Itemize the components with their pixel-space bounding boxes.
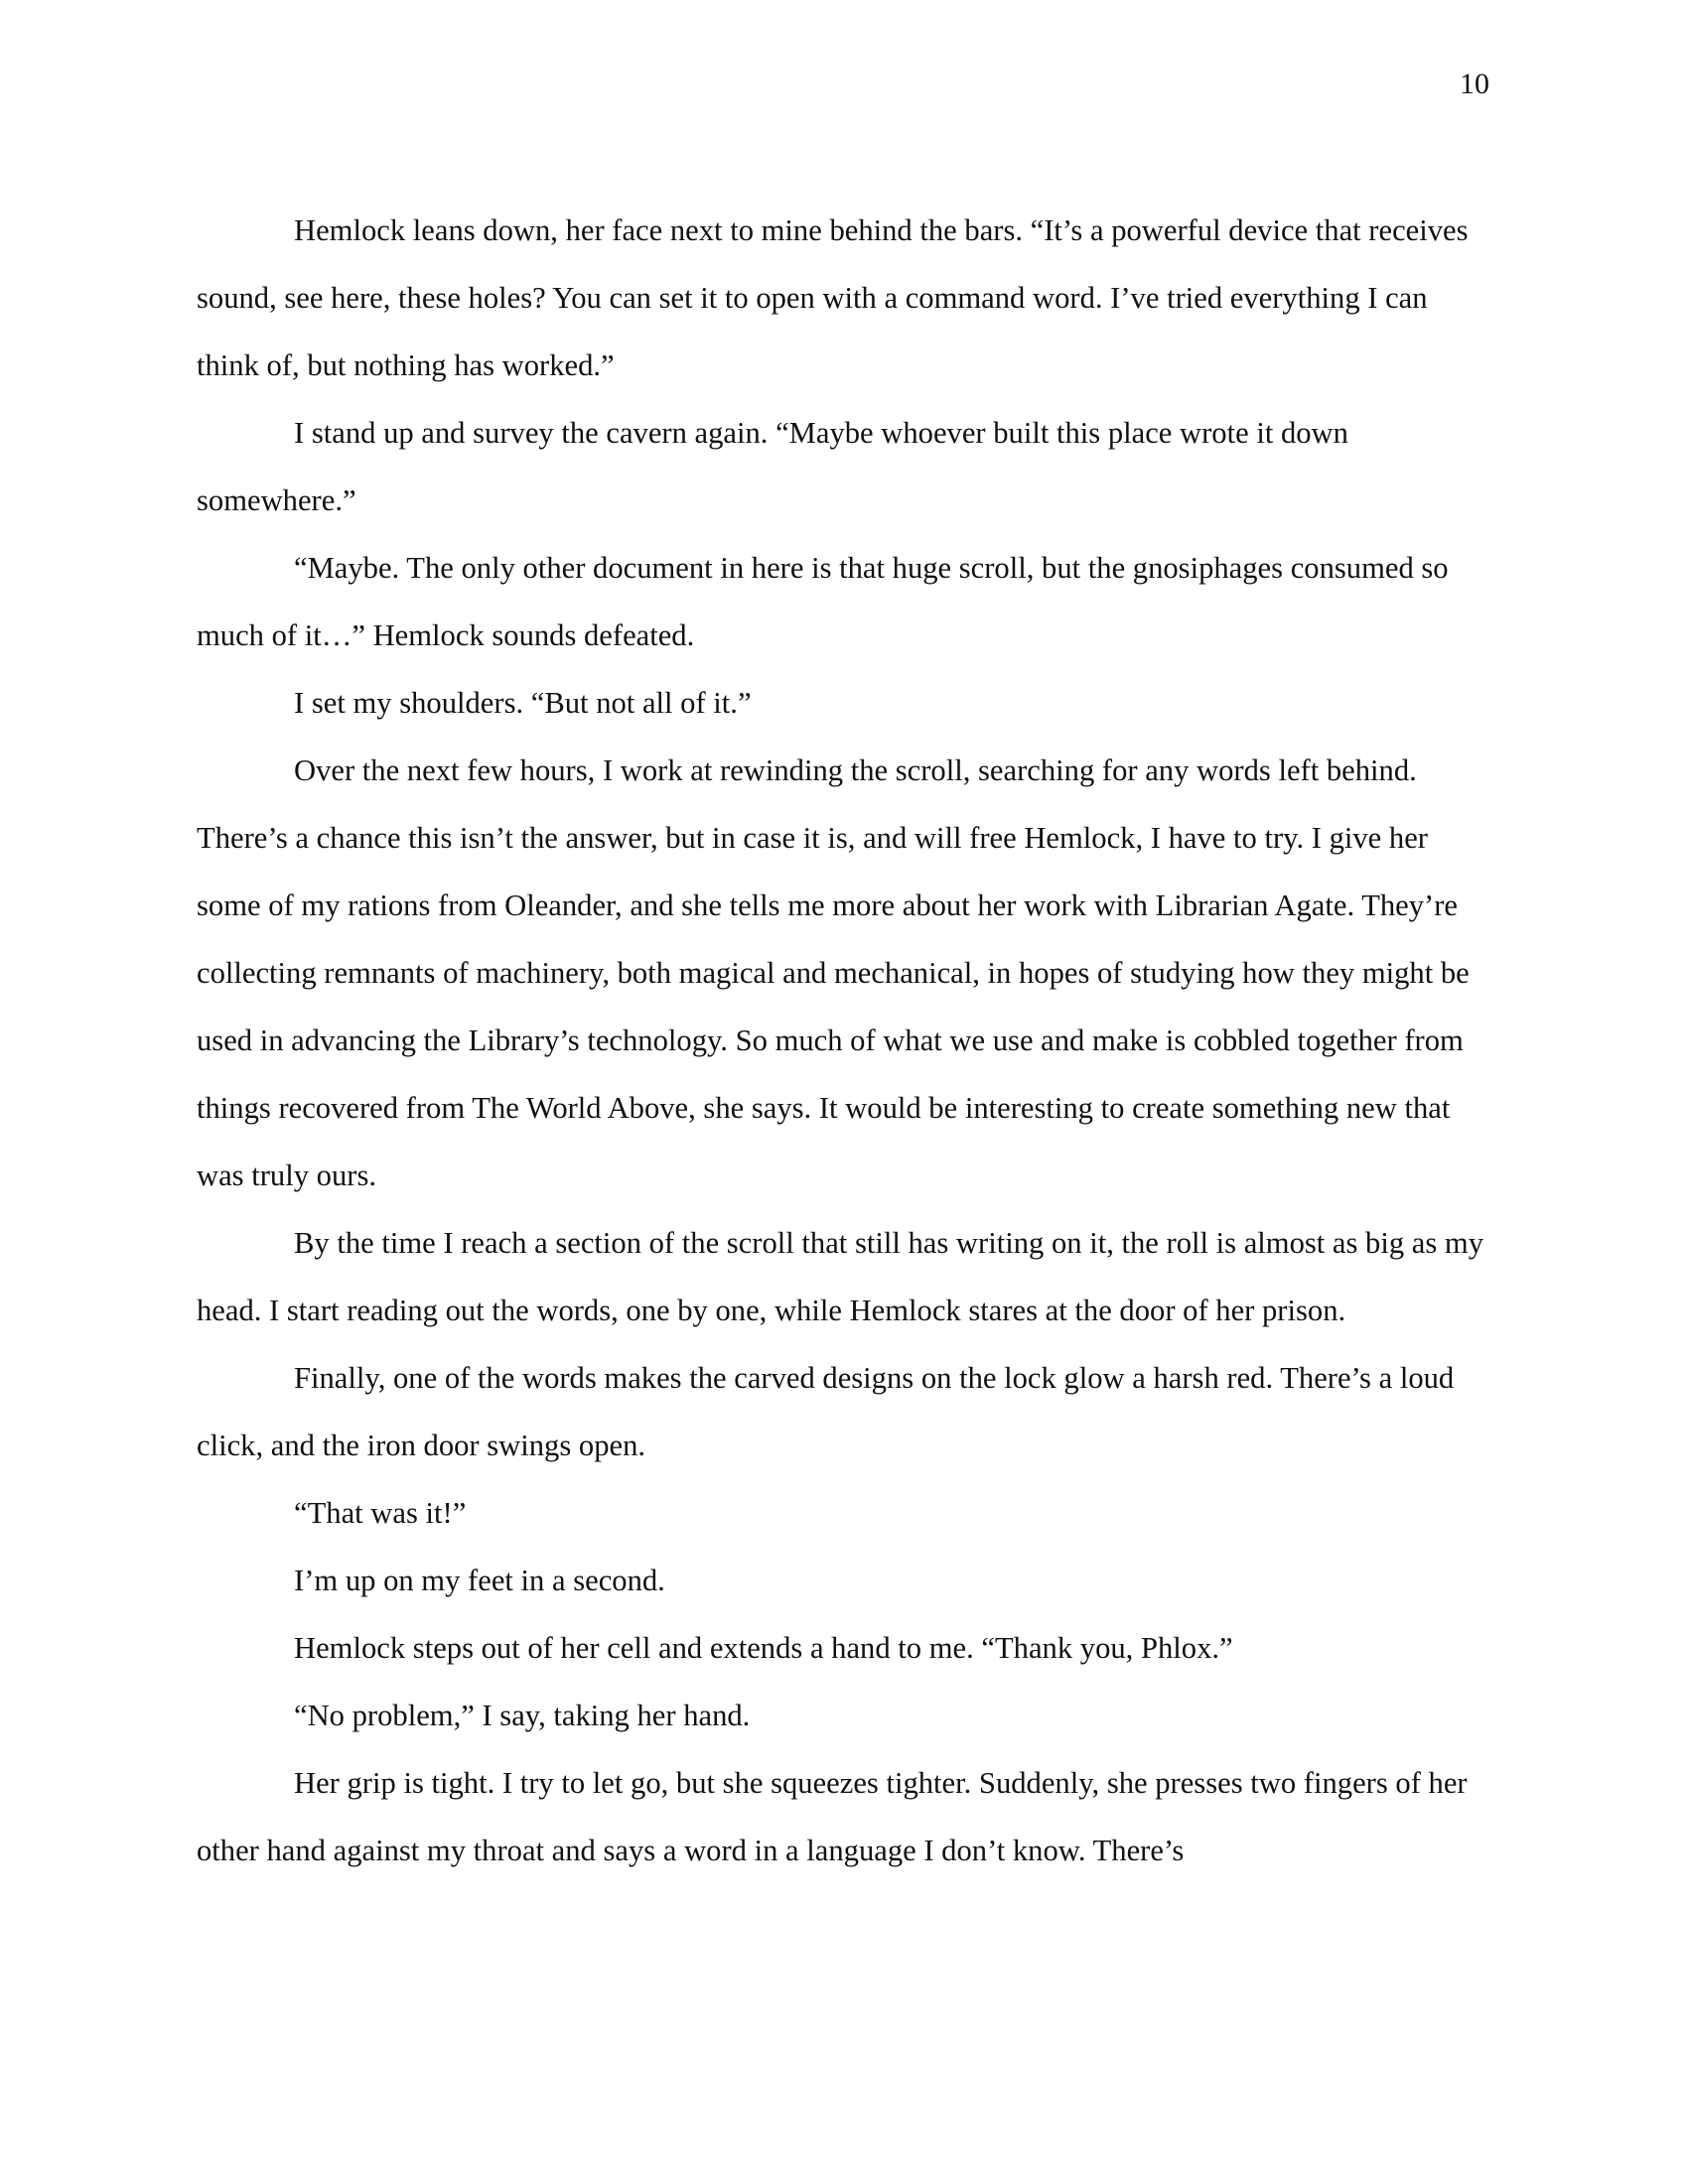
page-number: 10 bbox=[1460, 68, 1489, 100]
paragraph: Finally, one of the words makes the carved designs on the lock glow a harsh red. There’s a loud click, and the iron door swings open. bbox=[197, 1361, 1455, 1462]
paragraph: Hemlock steps out of her cell and extends a hand to me. “Thank you, Phlox.” bbox=[294, 1631, 1233, 1665]
paragraph: Over the next few hours, I work at rewinding the scroll, searching for any words left behind. There’s a chance this isn’t the answer, but in case it is, and will free Hemlock, I have to try. I give her some of my rations from Oleander, and she tells me more about her work with Librarian Agate. They’re collecting remnants of machinery, both magical and mechanical, in hopes of studying how they might be used in advancing the Library’s technology. So much of what we use and make is cobbled together from things recovered from The World Above, she says. It would be interesting to create something new that was truly ours. bbox=[197, 753, 1470, 1192]
paragraph: Her grip is tight. I try to let go, but she squeezes tighter. Suddenly, she presses two fingers of her other hand against my throat and says a word in a language I don’t know. There’s bbox=[197, 1766, 1468, 1867]
body-text bbox=[197, 197, 1493, 1884]
paragraph: I set my shoulders. “But not all of it.” bbox=[294, 686, 752, 720]
paragraph: “Maybe. The only other document in here is that huge scroll, but the gnosiphages consumed so much of it…” Hemlock sounds defeated. bbox=[197, 551, 1449, 652]
paragraph: “No problem,” I say, taking her hand. bbox=[294, 1699, 751, 1732]
paragraph: Hemlock leans down, her face next to mine behind the bars. “It’s a powerful device that receives sound, see here, these holes? You can set it to open with a command word. I’ve tried everything I can think of, but nothing has worked.” bbox=[197, 213, 1469, 382]
paragraph: By the time I reach a section of the scroll that still has writing on it, the roll is almost as big as my head. I start reading out the words, one by one, while Hemlock stares at the door of her prison. bbox=[197, 1226, 1484, 1327]
paragraph: I stand up and survey the cavern again. “Maybe whoever built this place wrote it down somewhere.” bbox=[197, 416, 1348, 517]
paragraph: I’m up on my feet in a second. bbox=[294, 1564, 665, 1597]
paragraph: “That was it!” bbox=[294, 1496, 467, 1530]
